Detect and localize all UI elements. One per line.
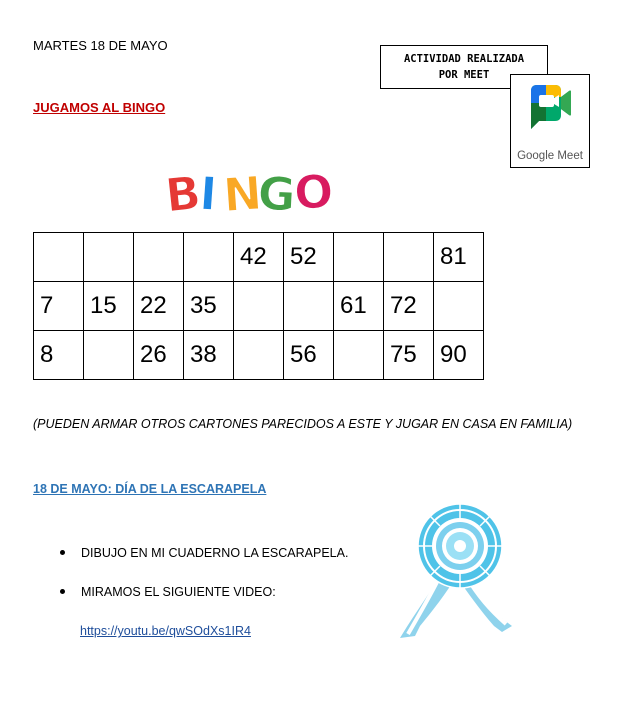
bingo-cell: 38	[184, 331, 234, 380]
bullet-text: DIBUJO EN MI CUADERNO LA ESCARAPELA.	[81, 546, 349, 560]
bingo-letter-n: N	[221, 165, 264, 218]
bingo-row	[34, 233, 484, 282]
video-link[interactable]: https://youtu.be/qwSOdXs1IR4	[80, 624, 251, 638]
bingo-letter-i: I	[197, 166, 219, 218]
bingo-logo-graphic	[163, 160, 333, 218]
bingo-cell	[334, 233, 384, 282]
google-meet-logo	[510, 74, 590, 168]
bingo-cell: 56	[284, 331, 334, 380]
bingo-cell	[334, 331, 384, 380]
bullet-draw-escarapela	[60, 546, 348, 560]
bingo-title-logo	[163, 160, 333, 223]
meet-camera-icon	[511, 77, 589, 147]
escarapela-image	[390, 498, 530, 648]
bullet-dot	[60, 589, 65, 594]
instruction-note: (PUEDEN ARMAR OTROS CARTONES PARECIDOS A ESTE Y JUGAR EN CASA EN FAMILIA)	[33, 417, 573, 431]
bingo-cell: 8	[34, 331, 84, 380]
bingo-letter-b: B	[163, 165, 204, 218]
bingo-cell: 61	[334, 282, 384, 331]
bingo-cell	[184, 233, 234, 282]
escarapela-rosette-graphic	[390, 498, 530, 643]
bingo-cell: 52	[284, 233, 334, 282]
bingo-cell: 35	[184, 282, 234, 331]
bingo-card	[33, 232, 484, 380]
bingo-cell: 15	[84, 282, 134, 331]
bingo-cell	[84, 233, 134, 282]
bingo-cell: 7	[34, 282, 84, 331]
bingo-cell	[34, 233, 84, 282]
bingo-cell: 26	[134, 331, 184, 380]
bingo-row	[34, 282, 484, 331]
bullet-text: MIRAMOS EL SIGUIENTE VIDEO:	[81, 585, 276, 599]
bingo-cell: 42	[234, 233, 284, 282]
bingo-cell	[84, 331, 134, 380]
bingo-cell	[434, 282, 484, 331]
escarapela-heading: 18 DE MAYO: DÍA DE LA ESCARAPELA	[33, 482, 267, 496]
bingo-cell: 72	[384, 282, 434, 331]
meet-logo-label: Google Meet	[517, 150, 583, 162]
bingo-cell	[234, 331, 284, 380]
bullet-watch-video	[60, 585, 276, 599]
bingo-cell: 75	[384, 331, 434, 380]
bingo-cell: 81	[434, 233, 484, 282]
bingo-letter-g: G	[256, 165, 297, 218]
activity-note-line2: POR MEET	[438, 69, 490, 81]
bingo-cell: 22	[134, 282, 184, 331]
bingo-heading: JUGAMOS AL BINGO	[33, 100, 166, 115]
bingo-cell	[234, 282, 284, 331]
bingo-row	[34, 331, 484, 380]
activity-note-line1: ACTIVIDAD REALIZADA	[403, 53, 525, 65]
bingo-cell	[134, 233, 184, 282]
bingo-cell: 90	[434, 331, 484, 380]
date-heading: MARTES 18 DE MAYO	[33, 38, 168, 53]
bullet-dot	[60, 550, 65, 555]
bingo-cell	[284, 282, 334, 331]
bingo-letter-o: O	[292, 163, 333, 218]
bingo-cell	[384, 233, 434, 282]
